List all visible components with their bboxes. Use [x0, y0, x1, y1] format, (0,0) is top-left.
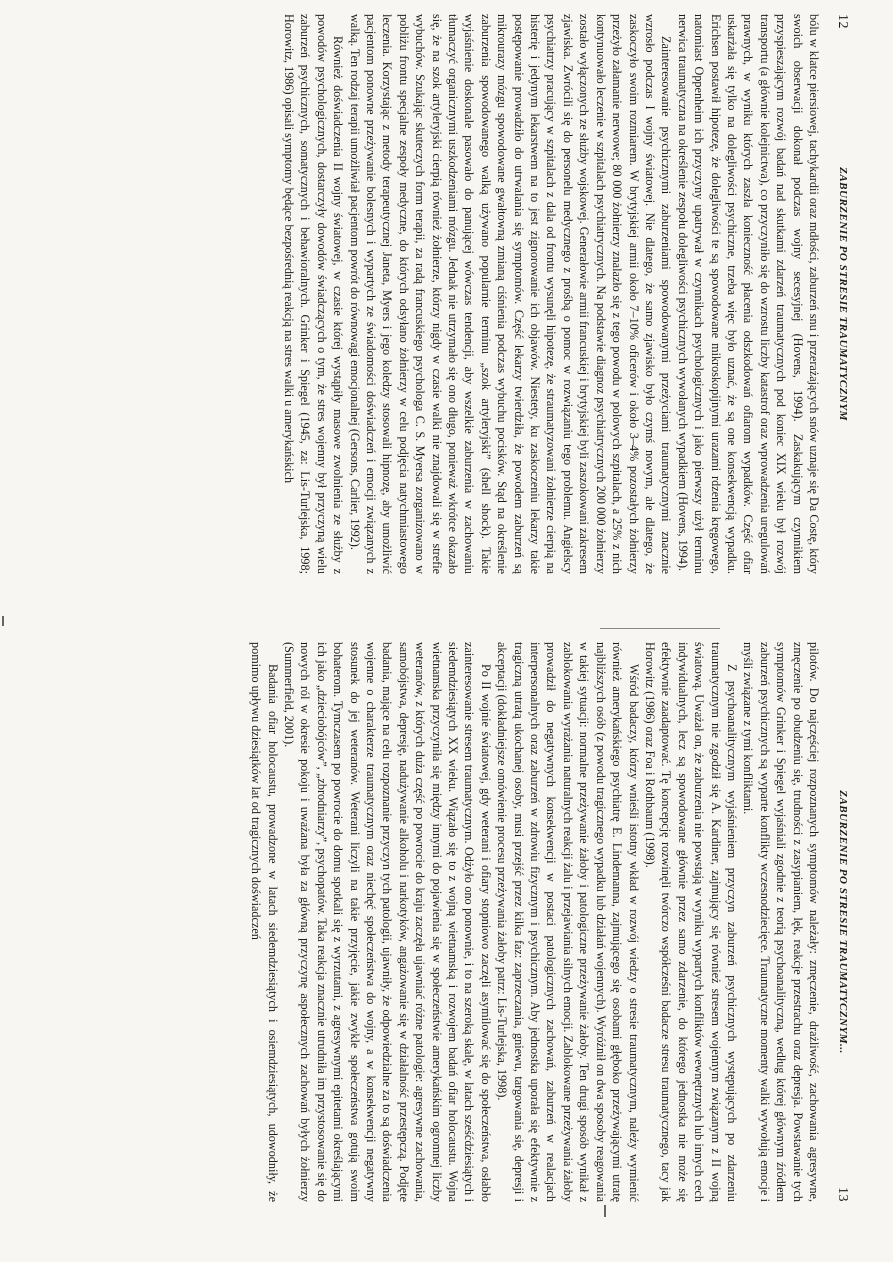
paragraph: Badania ofiar holocaustu, prowadzone w latach siedemdziesiątych i osiemdziesiątych, udowodniły, że pomimo upływu dziesiątków lat od tragicznych doświadczeń: [249, 642, 280, 1202]
scan-edge-mark: [604, 1205, 606, 1217]
running-head: ZABURZENIE PO STRESIE TRAUMATYCZNYM...: [837, 790, 849, 1054]
page-13: [52, 642, 852, 1202]
page-header: [830, 14, 852, 574]
scan-edge-mark: [2, 616, 4, 626]
paragraph: Po II wojnie światowej, gdy weterani i ofiary stopniowo zaczęli asymilować się do społeczeństwa, osłabło zainteresowanie stresem traumatycznym. Odżyło ono ponownie, i to na szeroką skalę, w latach sześćdziesiątych i siedemdziesiątych XX wieku. Wiązało się to z wojną wietnamską i rozwojem badań ofiar holocaustu. Wojna wietnamska przyczyniła się między innymi do pojawienia się w społeczeństwie amerykańskim ogromnej liczby weteranów, z których duża część po powrocie do kraju zaczęła ujawniać różne patologie: agresywne zachowania, samobójstwa, depresję, nadużywanie alkoholu i narkotyków, angażowanie się w działalność przestępczą. Podjęte badania, mające na celu rozpoznanie przyczyn tych patologii, ujawniły, że odpowiedzialne za to są doświadczenia wojenne o charakterze traumatycznym oraz niechęć społeczeństwa do wojny, a w konsekwencji negatywny stosunek do jej weteranów. Weterani liczyli na takie przyjęcie, jakie zwykle społeczeństwa gotują swoim bohaterom. Tymczasem po powrocie do domu spotkali się z wyrzutami, z agresywnymi epitetami określającymi ich jako „dzieciobójców”, „zbrodniarzy”, psychopatów. Taka reakcja znacznie utrudniła im przystosowanie się do nowych ról w okresie pokoju i uważana była za główną przyczynę aspołecznych zachowań byłych żołnierzy (Summerfield, 2001).: [282, 642, 493, 1202]
running-head: ZABURZENIE PO STRESIE TRAUMATYCZNYM: [837, 167, 849, 421]
gutter-shadow: [600, 628, 720, 629]
page-body: [248, 642, 822, 1202]
paragraph: Wśród badaczy, którzy wnieśli istotny wkład w rozwój wiedzy o stresie traumatycznym, należy wymienić również amerykańskiego psychiatrę E. Lindemanna, zajmującego się osobami głęboko przeżywającymi utratę najbliższych osób (z powodu tragicznego wypadku lub działań wojennych). Wyróżnił on dwa sposoby reagowania w takiej sytuacji: normalne przeżywanie żałoby i patologiczne przeżywanie żałoby. Ten drugi sposób wynikał z zablokowania wyrażania naturalnych reakcji żalu i przejawiania silnych emocji. Zablokowane przeżywania żałoby prowadził do negatywnych konsekwencji w postaci patologicznych zachowań, zaburzeń w realacjach interpersonalnych oraz zaburzeń w zdrowiu fizycznym i psychicznym. Aby jednostka uporała się efektywnie z tragiczną utratą ukochanej osoby, musi przejść przez kilka faz: zaprzeczania, gniewu, targowania się, depresji i akceptacji (dokładniejsze omówienie procesu przeżywania żałoby patrz: Lis-Turlejska, 1998).: [495, 642, 641, 1202]
paragraph: pilotów. Do najczęściej rozpoznanych symptomów należały: zmęczenie, drażliwość, zachowania agresywne, zmęczenie po obudzeniu się, trudności z zasypianiem, lęk, reakcje przestrachu oraz depresja. Powstawanie tych symptomów Grinker i Spiegel wyjaśniali zgodnie z teorią psychoanalityczną, według której głównym źródłem zaburzeń psychicznych są wyparte konflikty wczesnodziecięce. Traumatyczne momenty walki wywołują emocje i myśli związane z tymi konfliktami.: [741, 642, 821, 1202]
page-number: 13: [835, 1187, 850, 1202]
paragraph: Zainteresowanie psychicznymi zaburzeniami spowodowanymi przeżyciami traumatycznymi znacznie wzrosło podczas I wojny światowej. Nie dlatego, że samo zjawisko było czymś nowym, ale dlatego, że zaskoczyło swoim rozmiarem. W brytyjskiej armii około 7–10% oficerów i około 3–4% pozostałych żołnierzy przeżyło załamanie nerwowe; 80 000 żołnierzy znalazło się z tego powodu w polowych szpitalach, a 25% z nich kontynuowało leczenie w szpitalach psychiatrycznych. Na podstawie diagnoz psychiatrycznych 200 000 żołnierzy zostało wyłączonych ze służby wojskowej. Generałowie armii francuskiej i brytyjskiej byli zaszokowani zakresem zjawiska. Zwrócili się do personelu medycznego z prośbą o pomoc w rozwiązaniu tego problemu. Angielscy psychiatrzy pracujący w szpitalach z dala od frontu wysunęli hipotezę, że straumatyzowani żołnierze cierpią na histerię i jedynym lekarstwem na to jest zignorowanie ich objawów. Niestety, ku zaskoczeniu lekarzy takie postępowanie prowadziło do utrwalania się symptomów. Część lekarzy twierdziła, że powodem zaburzeń są mikrourazy mózgu spowodowane gwałtowną zmianą ciśnienia podczas wybuchu pocisków. Stąd na określenie zaburzenia spowodowanego walką używano popularnie terminu „szok artyleryjski” (shell shock). Takie wyjaśnienie doskonale pasowało do panującej wówczas tendencji, aby wszelkie zaburzenia w zachowaniu tłumaczyć organicznymi uszkodzeniami mózgu. Jednak nie utrzymało się ono długo, ponieważ wkrótce okazało się, że na szok artyleryjski cierpią również żołnierze, którzy nigdy w czasie walki nie znajdowali się w strefie wybuchów. Szukając skuteczych form terapii, za radą francuskiego psychologa C. S. Myersa zorganizowano w pobliżu frontu specjalne zespoły medyczne, do których odsyłano żołnierzy w celu podjęcia natychmiastowego leczenia. Korzystając z metody terapeutycznej Janeta, Myers i jego koledzy stosowali hipnozę, aby umożliwić pacjentom ponowne przeżywanie bolesnych i wypartych ze świadomości doświadczeń i emocji związanych z walką. Ten rodzaj terapii umożliwiał pacjentom powrót do równowagi emocjonalnej (Gersons, Carlier, 1992).: [347, 14, 674, 574]
paragraph: Z psychoanalitycznym wyjaśnieniem przyczyn zaburzeń psychicznych występujących po zdarzeniu traumatycznym nie zgodził się A. Kardiner, zajmujący się również stresem wojennym związanym z II wojną światową. Uważał on, że zaburzenia nie powstają w wyniku wypartych konfliktów wewnętrznych lub innych cech indywidualnych, lecz są spowodowane głównie przez samo zdarzenie, do którego jednostka nie może się efektywnie zaadaptować. Tę koncepcję rozwinęli twórczo współcześni badacze stresu traumatycznego, tacy jak Horowitz (1986) oraz Foa i Rothbaum (1998).: [642, 642, 739, 1202]
page-number: 12: [835, 14, 850, 29]
paragraph: Również doświadczenia II wojny światowej, w czasie której wystąpiły masowe zwolnienia ze służby z powodów psychologicznych, dostarczyły dowodów świadczących o tym, że stres wojenny był przyczyną wielu zaburzeń psychicznych, somatycznych i behawioralnych. Grinker i Spiegel (1945, za: Lis-Turlejska, 1998; Horowitz, 1986) opisali symptomy będące bezpośrednią reakcją na stres walki u amerykańskich: [282, 14, 346, 574]
page-header: [830, 642, 852, 1202]
page-body: [281, 14, 822, 574]
book-gutter: [0, 626, 893, 632]
page-12: [52, 14, 852, 574]
paragraph: bólu w klatce piersiowej, tachykardii oraz mdłości, zaburzeń snu i przerażających snów uznaje się Da Costę, który swoich obserwacji dokonał podczas wojny secesyjnej (Hovens, 1994). Zaskakującym czynnikiem przyspieszającym rozwój badań nad skutkami zdarzeń traumatycznych pod koniec XIX wieku był rozwój transportu (a głównie kolejnictwa), co przyczyniło się do wzrostu liczby katastrof oraz wprowadzenia uregulowań prawnych, w wyniku których zaszła konieczność płacenia odszkodowań ofiarom wypadków. Część ofiar uskarżała się tylko na dolegliwości psychiczne, trzeba więc było uznać, że są one konsekwencją wypadku. Erichsen postawił hipotezę, że dolegliwości te są spowodowane mikroskopijnymi urazami rdzenia kręgowego, natomiast Oppenheim ich przyczyny upatrywał w czynnikach psychologicznych i jako pierwszy użył terminu nerwica traumatyczna na określenie zespołu dolegliwości psychicznych wywołanych wypadkiem (Hovens, 1994).: [675, 14, 821, 574]
